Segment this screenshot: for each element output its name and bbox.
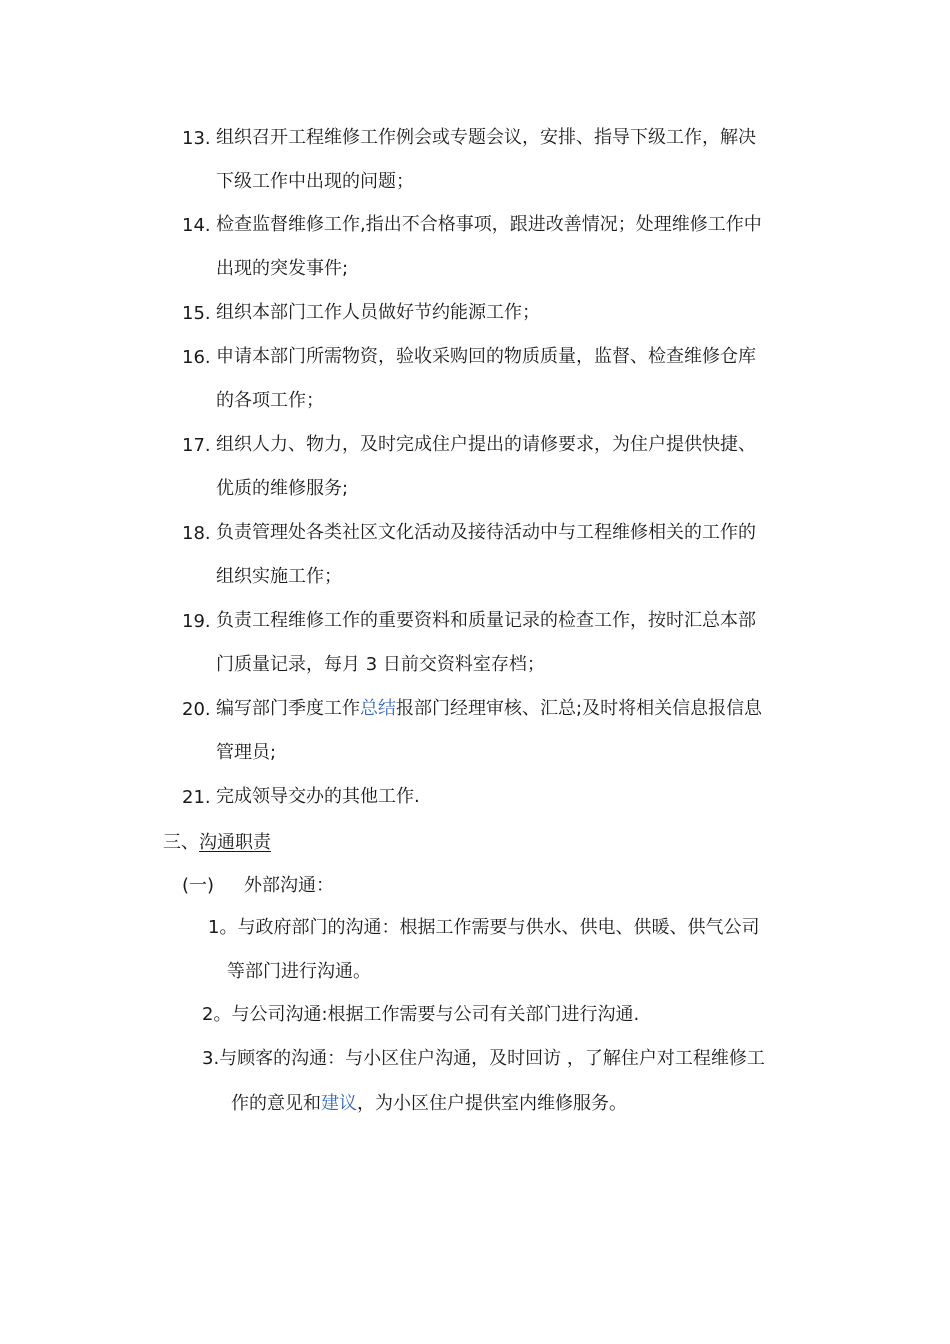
item-text-line: 组织实施工作； — [216, 566, 342, 587]
item-number: 16. — [182, 347, 211, 368]
list-item — [182, 699, 812, 763]
communication-lead: 2。与公司沟通:根据工作需要与公司有关部门进行沟通. — [202, 1004, 640, 1025]
communication-item — [202, 1048, 765, 1114]
item-text-line: 负责工程维修工作的重要资料和质量记录的检查工作，按时汇总本部 — [216, 610, 756, 631]
communication-lead: 3.与顾客的沟通：与小区住户沟通，及时回访 ，了解住户对工程维修工 — [202, 1048, 765, 1069]
item-number: 14. — [182, 215, 211, 236]
item-text-line: 下级工作中出现的问题； — [216, 171, 414, 192]
communication-continuation: 等部门进行沟通。 — [227, 961, 371, 982]
list-item — [182, 611, 812, 675]
list-item — [182, 347, 812, 411]
item-text-line: 组织召开工程维修工作例会或专题会议，安排、指导下级工作，解决 — [216, 127, 756, 148]
text-segment: 报部门经理审核、汇总;及时将相关信息报信息 — [396, 698, 763, 719]
list-item — [182, 215, 812, 279]
item-text-line: 管理员; — [216, 742, 277, 763]
section-prefix: 三、 — [163, 832, 199, 853]
communication-item — [208, 917, 760, 982]
item-text-line: 检查监督维修工作,指出不合格事项，跟进改善情况；处理维修工作中 — [216, 214, 762, 235]
item-text-line: 组织本部门工作人员做好节约能源工作； — [216, 302, 540, 323]
item-number: 20. — [182, 699, 211, 720]
list-item — [182, 128, 812, 192]
communication-lead: 1。与政府部门的沟通：根据工作需要与供水、供电、供暖、供气公司 — [208, 917, 760, 938]
item-text-line: 的各项工作； — [216, 390, 324, 411]
item-text-line — [216, 699, 812, 743]
communication-continuation — [231, 1094, 627, 1114]
item-text-line: 优质的维修服务; — [216, 478, 349, 499]
item-number: 15. — [182, 303, 211, 324]
item-text-line: 完成领导交办的其他工作. — [216, 786, 420, 807]
item-text-line: 负责管理处各类社区文化活动及接待活动中与工程维修相关的工作的 — [216, 522, 756, 543]
communication-item — [202, 1005, 639, 1025]
subsection-heading — [182, 876, 334, 896]
section-heading — [163, 833, 271, 853]
item-text-line: 出现的突发事件; — [216, 258, 349, 279]
suggestion-link[interactable]: 建议 — [321, 1093, 357, 1114]
item-number: 13. — [182, 128, 211, 149]
text-segment: ，为小区住户提供室内维修服务。 — [357, 1093, 627, 1114]
summary-link[interactable]: 总结 — [360, 698, 396, 719]
list-item — [182, 435, 812, 499]
list-item — [182, 303, 812, 323]
list-item — [182, 787, 812, 807]
item-number: 17. — [182, 435, 211, 456]
item-number: 18. — [182, 523, 211, 544]
item-text-line: 门质量记录，每月 3 日前交资料室存档； — [216, 654, 545, 675]
subsection-title: 外部沟通： — [244, 875, 334, 896]
section-title: 沟通职责 — [199, 832, 271, 853]
list-item — [182, 523, 812, 587]
item-number: 19. — [182, 611, 211, 632]
text-segment: 作的意见和 — [231, 1093, 321, 1114]
text-segment: 编写部门季度工作 — [216, 698, 360, 719]
item-text-line: 组织人力、物力，及时完成住户提出的请修要求，为住户提供快捷、 — [216, 434, 756, 455]
item-number: 21. — [182, 787, 211, 808]
item-text-line: 申请本部门所需物资，验收采购回的物质质量，监督、检查维修仓库 — [216, 346, 756, 367]
subsection-label: (一) — [182, 875, 215, 896]
